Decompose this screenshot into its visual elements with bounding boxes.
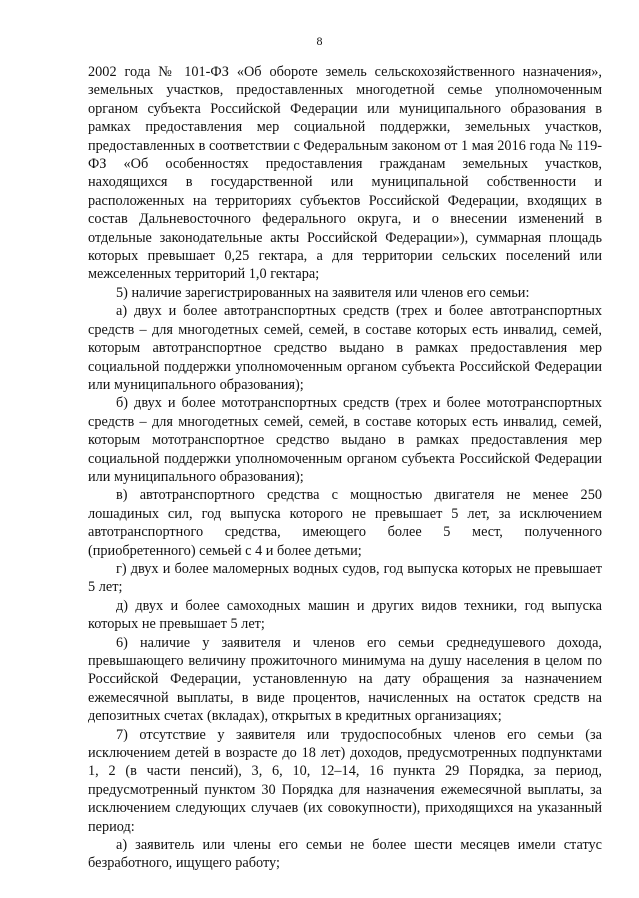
- page-number: 8: [316, 34, 323, 48]
- paragraph-item-6: 6) наличие у заявителя и членов его семьи среднедушевого дохода, превышающего величину прожиточного минимума на душу населения в целом по Российской Федерации, установленную на дату обращения за назначением ежемесячной выплаты, в виде процентов, начисленных на остаток средств на депозитных счетах (вкладах), открытых в кредитных организациях;: [88, 634, 602, 725]
- paragraph-item-5g: г) двух и более маломерных водных судов, год выпуска которых не превышает 5 лет;: [88, 560, 602, 596]
- paragraph-item-5: 5) наличие зарегистрированных на заявителя или членов его семьи:: [116, 284, 530, 301]
- paragraph-item-7: 7) отсутствие у заявителя или трудоспособных членов его семьи (за исключением детей в возрасте до 18 лет) доходов, предусмотренных подпунктами 1, 2 (в части пенсий), 3, 6, 10, 12–14, 16 пункта 29 Порядка, за период, предусмотренный пунктом 30 Порядка для назначения ежемесячной выплаты, за исключением следующих случаев (их совокупности), приходящихся на указанный период:: [88, 726, 602, 835]
- paragraph-item-5d: д) двух и более самоходных машин и других видов техники, год выпуска которых не превышает 5 лет;: [88, 597, 602, 633]
- document-body: [88, 63, 602, 873]
- paragraph-item-5b: б) двух и более мототранспортных средств (трех и более мототранспортных средств – для многодетных семей, семей, в составе которых есть инвалид, семей, которым мототранспортное средство выдано в рамках предоставления мер социальной поддержки уполномоченным органом субъекта Российской Федерации или муниципального образования);: [88, 395, 602, 485]
- paragraph-continuation: 2002 года № 101-ФЗ «Об обороте земель сельскохозяйственного назначения», земельных участков, предоставленных многодетной семье уполномоченным органом субъекта Российской Федерации или муниципального образования в рамках предоставления мер социальной поддержки, земельных участков, предоставленных в соответствии с Федеральным законом от 1 мая 2016 года № 119-ФЗ «Об особенностях предоставления гражданам земельных участков, находящихся в государственной или муниципальной собственности и расположенных на территориях субъектов Российской Федерации, входящих в состав Дальневосточного федерального округа, и о внесении изменений в отдельные законодательные акты Российской Федерации»), суммарная площадь которых превышает 0,25 гектара, а для территории сельских поселений или межселенных территорий 1,0 гектара;: [88, 64, 602, 283]
- paragraph-item-7a: а) заявитель или члены его семьи не более шести месяцев имели статус безработного, ищущего работу;: [88, 837, 602, 872]
- paragraph-item-5a: а) двух и более автотранспортных средств (трех и более автотранспортных средств – для многодетных семей, семей, в составе которых есть инвалид, семей, которым автотранспортное средство выдано в рамках предоставления мер социальной поддержки уполномоченным органом субъекта Российской Федерации или муниципального образования);: [88, 303, 602, 393]
- paragraph-item-5v: в) автотранспортного средства с мощностью двигателя не менее 250 лошадиных сил, год выпуска которого не превышает 5 лет, за исключением автотранспортного средства, имеющего более 5 мест, полученного (приобретенного) семьей с 4 и более детьми;: [88, 487, 602, 559]
